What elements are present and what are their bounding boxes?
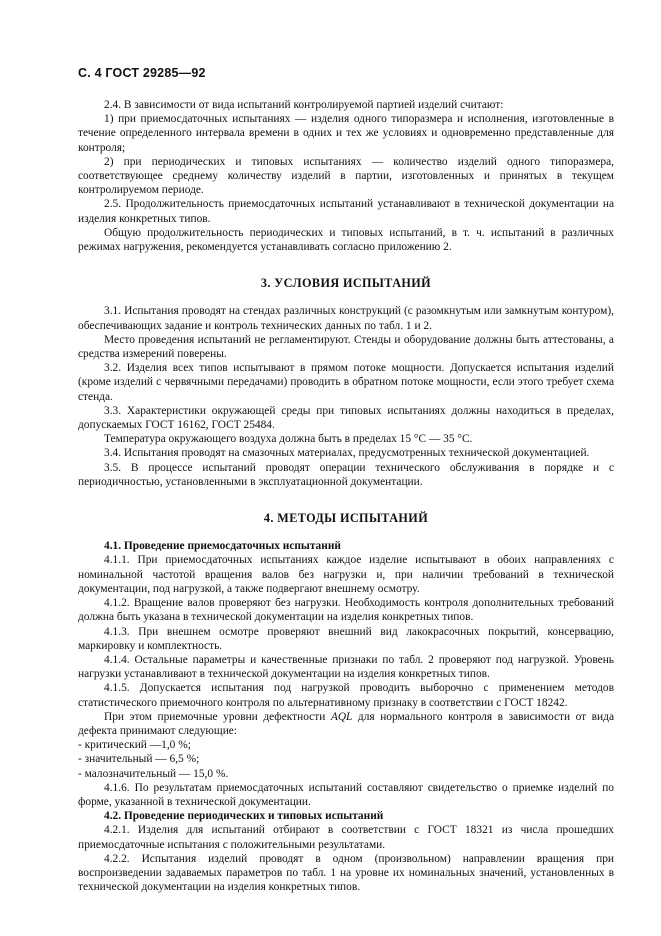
document-body xyxy=(78,98,614,894)
para-4-1-2: 4.1.2. Вращение валов проверяют без нагрузки. Необходимость контроля дополнительных требований должна быть указана в технической документации на изделия конкретных типов. xyxy=(78,597,614,624)
page-header: С. 4 ГОСТ 29285—92 xyxy=(78,66,206,80)
para-2-5: 2.5. Продолжительность приемосдаточных испытаний устанавливают в технической документации на изделия конкретных типов. xyxy=(78,198,614,225)
para-4-1-5: 4.1.5. Допускается испытания под нагрузкой проводить выборочно с применением методов статистического приемочного контроля по альтернативному признаку в соответствии с ГОСТ 18242. xyxy=(78,682,614,709)
para-3-3: 3.3. Характеристики окружающей среды при типовых испытаниях должны находиться в пределах, допускаемых ГОСТ 16162, ГОСТ 25484. xyxy=(78,404,614,432)
para-3-5: 3.5. В процессе испытаний проводят операции технического обслуживания в порядке и с периодичностью, установленными в эксплуатационной документации. xyxy=(78,461,614,488)
para-2-4-item-1: 1) при приемосдаточных испытаниях — изделия одного типоразмера и исполнения, изготовленные в течение определенного интервала времени в одних и тех же условиях и одновременно представленные для контроля; xyxy=(78,113,614,154)
para-2-4-item-2: 2) при периодических и типовых испытаниях — количество изделий одного типоразмера, соответствующее среднему количеству изделий в партии, изготовленных и принятых в текущем контролируемом периоде. xyxy=(78,155,614,197)
subsection-4-1-title: 4.1. Проведение приемосдаточных испытаний xyxy=(104,540,341,553)
para-2-4: 2.4. В зависимости от вида испытаний контролируемой партией изделий считают: xyxy=(104,99,504,111)
para-4-1-1: 4.1.1. При приемосдаточных испытаниях каждое изделие испытывают в обоих направлениях с номинальной частотой вращения валов без нагрузки и, при наличии требований в технической документации, под нагрузкой, а также подвергают внешнему осмотру. xyxy=(78,554,614,595)
para-4-2-1: 4.2.1. Изделия для испытаний отбирают в соответствии с ГОСТ 18321 из числа прошедших приемосдаточные испытания с положительными результатами. xyxy=(78,824,614,851)
para-3-3-b: Температура окружающего воздуха должна быть в пределах 15 °С — 35 °С. xyxy=(104,433,473,446)
section-3-title: 3. УСЛОВИЯ ИСПЫТАНИЙ xyxy=(260,276,432,291)
para-4-1-5-b xyxy=(78,710,614,738)
para-2-5-b: Общую продолжительность периодических и типовых испытаний, в т. ч. испытаний в различных режимах нагружения, рекомендуется устанавливать согласно приложению 2. xyxy=(78,226,614,254)
para-3-2: 3.2. Изделия всех типов испытывают в прямом потоке мощности. Допускается испытания изделий (кроме изделий с червячными передачами) проводить в обратном потоке мощности, если этого требует схема стенда. xyxy=(78,362,614,403)
aql-text-after: для нормального контроля в зависимости от вида дефекта принимают следующие: xyxy=(78,710,614,737)
defect-list-item: - критический —1,0 %; xyxy=(78,739,191,752)
para-3-1-b: Место проведения испытаний не регламентируют. Стенды и оборудование должны быть аттестованы, а средства измерений поверены. xyxy=(78,333,614,361)
para-4-2-2: 4.2.2. Испытания изделий проводят в одном (произвольном) направлении вращения при воспроизведении задаваемых параметров по табл. 1 на уровне их номинальных значений, установленных в технической документации на изделия конкретных типов. xyxy=(78,852,614,894)
defect-list-item: - значительный — 6,5 %; xyxy=(78,753,200,766)
aql-term: AQL xyxy=(330,710,353,723)
para-4-1-6: 4.1.6. По результатам приемосдаточных испытаний составляют свидетельство о приемке изделий по форме, указанной в технической документации. xyxy=(78,781,614,808)
section-4-title: 4. МЕТОДЫ ИСПЫТАНИЙ xyxy=(263,511,429,526)
para-3-4: 3.4. Испытания проводят на смазочных материалах, предусмотренных технической документацией. xyxy=(104,447,590,460)
para-3-1: 3.1. Испытания проводят на стендах различных конструкций (с разомкнутым или замкнутым контуром), обеспечивающих задание и контроль технических данных по табл. 1 и 2. xyxy=(78,305,614,332)
defect-list-item: - малозначительный — 15,0 %. xyxy=(78,767,229,780)
aql-text-before: При этом приемочные уровни дефектности xyxy=(104,710,331,723)
para-4-1-4: 4.1.4. Остальные параметры и качественные признаки по табл. 2 проверяют под нагрузкой. Уровень нагрузки устанавливают в технической документации на изделия конкретных типов. xyxy=(78,653,614,681)
subsection-4-2-title: 4.2. Проведение периодических и типовых испытаний xyxy=(104,810,384,823)
para-4-1-3: 4.1.3. При внешнем осмотре проверяют внешний вид лакокрасочных покрытий, консервацию, маркировку и комплектность. xyxy=(78,625,614,652)
